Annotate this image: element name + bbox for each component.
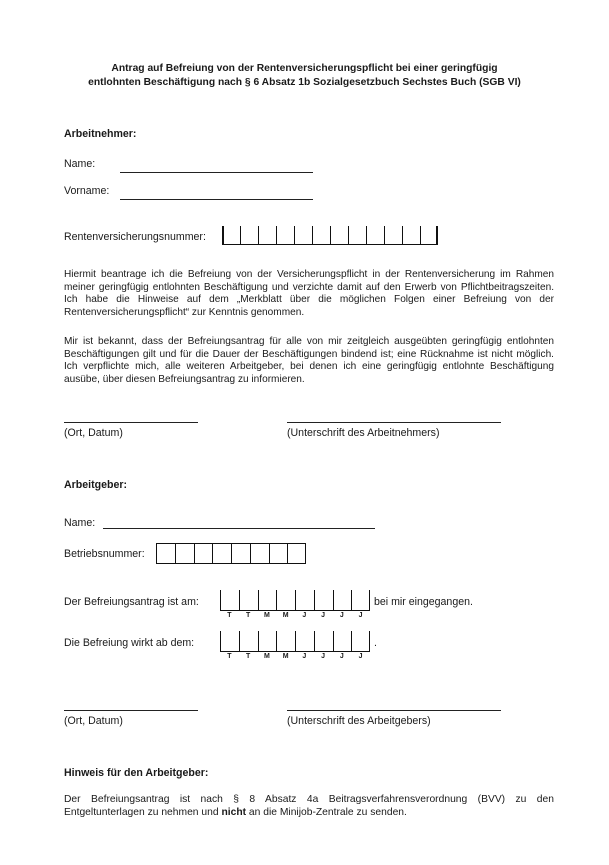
form-title-line-1: Antrag auf Befreiung von der Rentenversicherungspflicht bei einer geringfügig bbox=[111, 63, 498, 74]
date-format-letter: T bbox=[245, 653, 251, 660]
digit-box[interactable] bbox=[351, 631, 370, 652]
digit-box[interactable] bbox=[276, 226, 294, 245]
employer-name-field[interactable] bbox=[103, 528, 375, 529]
company-number-label: Betriebsnummer: bbox=[64, 548, 145, 560]
employee-heading: Arbeitnehmer: bbox=[64, 128, 137, 140]
received-date-suffix: bei mir eingegangen. bbox=[374, 596, 473, 608]
date-format-letter: J bbox=[302, 612, 307, 619]
company-number-field[interactable] bbox=[156, 543, 306, 564]
digit-box[interactable] bbox=[258, 590, 277, 611]
date-format-letter: J bbox=[358, 612, 363, 619]
employee-name-label: Name: bbox=[64, 158, 96, 170]
digit-box[interactable] bbox=[402, 226, 420, 245]
date-format-letter: T bbox=[227, 653, 232, 660]
employee-place-date-label: (Ort, Datum) bbox=[64, 427, 123, 439]
employee-firstname-field[interactable] bbox=[120, 199, 313, 200]
employee-declaration-paragraph-1: Hiermit beantrage ich die Befreiung von der Versicherungspflicht in der Rentenversicherung im Rahmen meiner geringfügig entlohnten Beschäftigung und verzichte damit auf den Erwerb von Pflichtbeitragszeiten. Ich habe die Hinweise auf dem „Merkblatt über die möglichen Folgen einer Befreiung von der Rentenversicherungspflicht“ zur Kenntnis genommen. bbox=[64, 269, 554, 318]
date-format-letter: J bbox=[339, 653, 344, 660]
digit-box[interactable] bbox=[240, 226, 258, 245]
employee-name-field[interactable] bbox=[120, 172, 313, 173]
employer-note-text bbox=[64, 793, 554, 819]
digit-box[interactable] bbox=[287, 543, 306, 564]
digit-box[interactable] bbox=[239, 590, 258, 611]
effective-date-label: Die Befreiung wirkt ab dem: bbox=[64, 637, 195, 649]
pension-insurance-number-label: Rentenversicherungsnummer: bbox=[64, 231, 206, 243]
digit-box[interactable] bbox=[295, 631, 314, 652]
digit-box[interactable] bbox=[239, 631, 258, 652]
employee-signature-field[interactable] bbox=[287, 422, 501, 423]
date-format-letter: J bbox=[321, 653, 326, 660]
date-format-letter: J bbox=[358, 653, 363, 660]
digit-box[interactable] bbox=[348, 226, 366, 245]
digit-box[interactable] bbox=[212, 543, 231, 564]
digit-box[interactable] bbox=[220, 590, 239, 611]
employee-declaration-paragraph-2: Mir ist bekannt, dass der Befreiungsantrag für alle von mir zeitgleich ausgeübten geringfügig entlohnten Beschäftigungen gilt und für die Dauer der Beschäftigungen bindend ist; eine Rücknahme ist nicht möglich. Ich verpflichte mich, alle weiteren Arbeitgeber, bei denen ich eine geringfügig entlohnte Beschäftigung ausübe, über diesen Befreiungsantrag zu informieren. bbox=[64, 336, 554, 385]
received-date-field[interactable] bbox=[220, 590, 370, 611]
digit-box[interactable] bbox=[314, 590, 333, 611]
digit-box[interactable] bbox=[156, 543, 175, 564]
date-format-letter: T bbox=[227, 612, 232, 619]
digit-box[interactable] bbox=[175, 543, 194, 564]
digit-box[interactable] bbox=[330, 226, 348, 245]
employer-signature-field[interactable] bbox=[287, 710, 501, 711]
digit-box[interactable] bbox=[258, 226, 276, 245]
digit-box[interactable] bbox=[250, 543, 269, 564]
digit-box[interactable] bbox=[276, 631, 295, 652]
employer-note-text-part-1: Der Befreiungsantrag ist nach § 8 Absatz 4a Beitragsverfahrensverordnung (BVV) zu den Entgeltunterlagen zu nehmen und bbox=[64, 794, 554, 818]
employee-firstname-label: Vorname: bbox=[64, 185, 110, 197]
digit-box[interactable] bbox=[333, 631, 352, 652]
digit-box[interactable] bbox=[294, 226, 312, 245]
digit-box[interactable] bbox=[384, 226, 402, 245]
date-format-letter: J bbox=[321, 612, 326, 619]
digit-box[interactable] bbox=[276, 590, 295, 611]
digit-box[interactable] bbox=[222, 226, 240, 245]
effective-date-suffix: . bbox=[374, 637, 377, 649]
date-format-letter: M bbox=[282, 612, 289, 619]
digit-box[interactable] bbox=[231, 543, 250, 564]
digit-box[interactable] bbox=[366, 226, 384, 245]
digit-box[interactable] bbox=[194, 543, 213, 564]
effective-date-format-hint bbox=[220, 653, 370, 660]
employer-note-text-part-2: an die Minijob-Zentrale zu senden. bbox=[246, 807, 407, 818]
employer-place-date-field[interactable] bbox=[64, 710, 198, 711]
date-format-letter: J bbox=[302, 653, 307, 660]
digit-box[interactable] bbox=[333, 590, 352, 611]
date-format-letter: J bbox=[339, 612, 344, 619]
employer-place-date-label: (Ort, Datum) bbox=[64, 715, 123, 727]
form-title-line-2: entlohnten Beschäftigung nach § 6 Absatz 1b Sozialgesetzbuch Sechstes Buch (SGB VI) bbox=[88, 77, 521, 88]
received-date-format-hint bbox=[220, 612, 370, 619]
employer-signature-label: (Unterschrift des Arbeitgebers) bbox=[287, 715, 431, 727]
employer-heading: Arbeitgeber: bbox=[64, 479, 127, 491]
digit-box[interactable] bbox=[420, 226, 438, 245]
employer-note-emphasis: nicht bbox=[221, 807, 247, 818]
date-format-letter: T bbox=[245, 612, 251, 619]
employee-place-date-field[interactable] bbox=[64, 422, 198, 423]
employee-signature-label: (Unterschrift des Arbeitnehmers) bbox=[287, 427, 440, 439]
digit-box[interactable] bbox=[295, 590, 314, 611]
digit-box[interactable] bbox=[351, 590, 370, 611]
date-format-letter: M bbox=[263, 612, 270, 619]
form-title bbox=[40, 62, 569, 90]
date-format-letter: M bbox=[282, 653, 289, 660]
digit-box[interactable] bbox=[258, 631, 277, 652]
digit-box[interactable] bbox=[312, 226, 330, 245]
digit-box[interactable] bbox=[220, 631, 239, 652]
employer-note-heading: Hinweis für den Arbeitgeber: bbox=[64, 767, 209, 779]
effective-date-field[interactable] bbox=[220, 631, 370, 652]
pension-insurance-number-field[interactable] bbox=[222, 226, 438, 245]
employer-name-label: Name: bbox=[64, 517, 96, 529]
digit-box[interactable] bbox=[314, 631, 333, 652]
date-format-letter: M bbox=[263, 653, 270, 660]
received-date-label: Der Befreiungsantrag ist am: bbox=[64, 596, 199, 608]
digit-box[interactable] bbox=[269, 543, 288, 564]
